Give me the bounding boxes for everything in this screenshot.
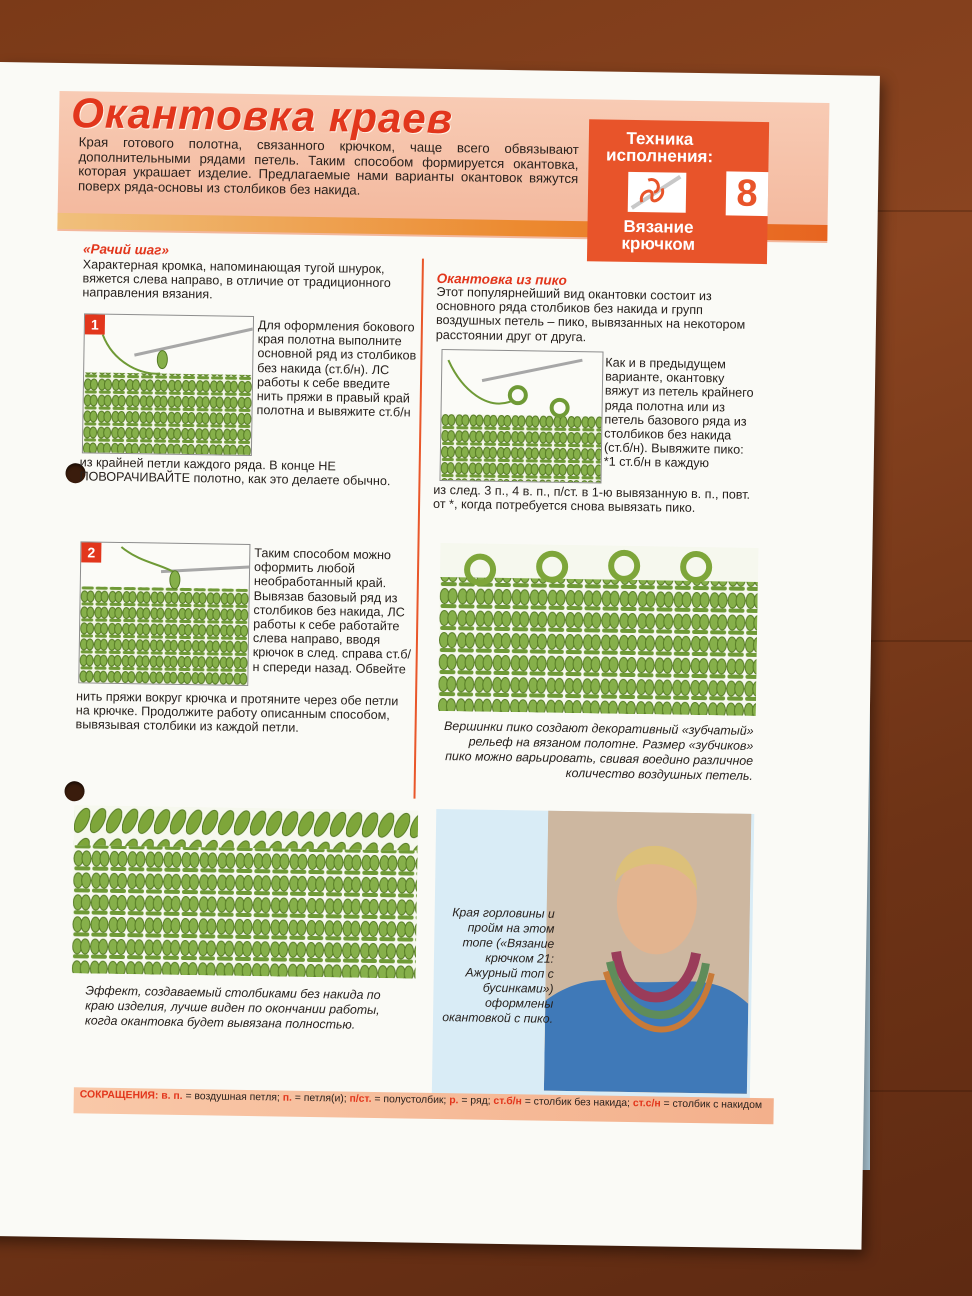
step-number: 1 bbox=[85, 314, 105, 334]
abbr-key: р. bbox=[449, 1095, 459, 1107]
crab-stitch-caption: Эффект, создаваемый столбиками без накида по краю изделия, лучше виден по окончании работы, когда окантовка будет вывязана полностью. bbox=[84, 983, 381, 1032]
abbr-value: столбик без накида; bbox=[533, 1096, 631, 1110]
rachiy-shag-intro: Характерная кромка, напоминающая тугой шнурок, вяжется слева направо, в отличие от традиционного направления вязания. bbox=[82, 257, 391, 302]
picot-caption: Вершинки пико создают декоративный «зубчатый» рельеф на вязаном полотне. Размер «зубчиков» пико можно варьировать, свивая воедино различное количество воздушных петель. bbox=[443, 719, 754, 783]
abbr-key: п/ст. bbox=[349, 1093, 372, 1105]
intro-text: Края готового полотна, связанного крючком, чаще всего обвязывают дополнительными рядами петель. Таким способом формируется окантовка, которая украшает изделие. Предлагаемые нами варианты окантовок вяжутся поверх ряда-основы из столбиков без накида. bbox=[77, 134, 579, 198]
badge-number: 8 bbox=[726, 171, 769, 216]
abbr-key: ст.с/н bbox=[632, 1098, 661, 1110]
magazine-page bbox=[0, 62, 880, 1250]
figure-step-1 bbox=[82, 313, 254, 456]
abbr-key: в. п. bbox=[161, 1090, 183, 1102]
figure-picot-step bbox=[439, 349, 603, 484]
figure-picot-result bbox=[438, 543, 759, 716]
picot-side-text: Как и в предыдущем варианте, окантовку вяжут из петель крайнего ряда полотна или из петель базового ряда из столбиков без накида (ст.б/н). Вывяжите пико: *1 ст.б/н в каждую bbox=[603, 355, 754, 471]
figure-crab-stitch-result bbox=[72, 805, 419, 978]
binder-hole bbox=[64, 781, 84, 801]
picot-intro: Этот популярнейший вид окантовки состоит из основного ряда столбиков без накида и групп воздушных петель – пико, вывязанных на некотором расстоянии друг от друга. bbox=[435, 284, 746, 344]
step-2-side-text: Таким способом можно оформить любой необработанный край. Вывязав базовый ряд из столбиков без накида, ЛС работы к себе работайте слева направо, вводя крючок в след. справа ст.б/н спереди назад. Обвейте bbox=[252, 546, 412, 677]
badge-bottom-label: Вязание крючком bbox=[621, 216, 696, 254]
abbr-key: ст.б/н bbox=[493, 1095, 522, 1108]
model-photo bbox=[544, 811, 751, 1094]
step-1-bottom-text: из крайней петли каждого ряда. В конце НЕ ПОВОРАЧИВАЙТЕ полотно, как это делаете обычно. bbox=[79, 455, 391, 489]
page-title: Окантовка краев bbox=[70, 89, 454, 143]
picot-bottom-text: из след. 3 п., 4 в. п., п/ст. в 1-ю вывязанную в. п., повт. от *, когда потребуется снова вывязать пико. bbox=[432, 482, 751, 516]
photo-caption: Края горловины и пройм на этом топе («Вязание крючком 21: Ажурный топ с бусинками») оформлены окантовкой с пико. bbox=[442, 905, 555, 1026]
abbreviations-label: СОКРАЩЕНИЯ: bbox=[79, 1089, 159, 1102]
crochet-hook-yarn-icon bbox=[628, 172, 687, 213]
step-1-side-text: Для оформления бокового края полотна выполните основной ряд из столбиков без накида (ст.б/н). ЛС работы к себе введите нить пряжи в правый край полотна и вывяжите ст.б/н bbox=[256, 318, 417, 420]
badge-top-label: Техника исполнения: bbox=[605, 128, 714, 167]
abbr-value: воздушная петля; bbox=[194, 1091, 280, 1104]
figure-step-2 bbox=[78, 541, 250, 686]
technique-badge bbox=[587, 119, 769, 264]
abbr-value: петля(и); bbox=[303, 1092, 347, 1105]
abbr-value: ряд; bbox=[470, 1095, 491, 1107]
rachiy-shag-heading: «Рачий шаг» bbox=[82, 241, 170, 258]
abbr-value: полустолбик; bbox=[383, 1094, 447, 1107]
abbreviations-text: СОКРАЩЕНИЯ: в. п. = воздушная петля; п. = петля(и); п/ст. = полустолбик; р. = ряд; ст.б/н = столбик без накида; ст.с/н = столбик с накидом bbox=[79, 1089, 763, 1112]
abbr-value: столбик с накидом bbox=[672, 1098, 763, 1112]
picot-heading: Окантовка из пико bbox=[436, 270, 567, 288]
step-2-bottom-text: нить пряжи вокруг крючка и протяните через обе петли на крючке. Продолжите работу описанным способом, вывязывая столбики из каждой петли. bbox=[75, 689, 399, 736]
abbr-key: п. bbox=[282, 1092, 292, 1104]
step-number: 2 bbox=[81, 542, 101, 562]
